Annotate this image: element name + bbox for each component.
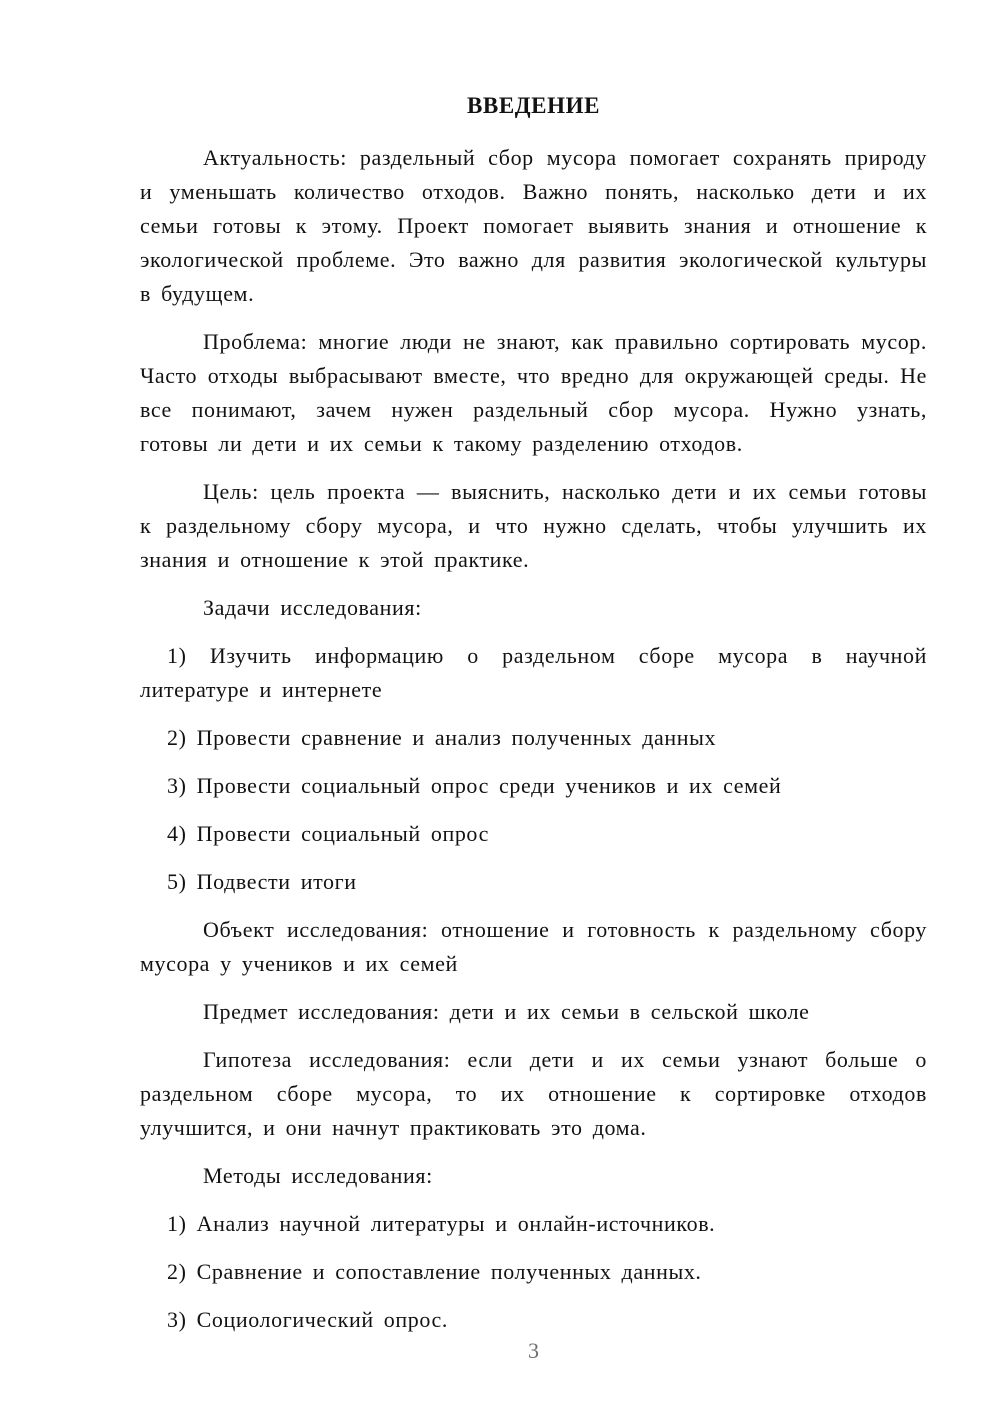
page-number: 3 <box>528 1338 539 1363</box>
methods-heading: Методы исследования: <box>203 1162 433 1188</box>
paragraph-relevance: Актуальность: раздельный сбор мусора помогает сохранять природу и уменьшать количество отходов. Важно понять, насколько дети и их семьи готовы к этому. Проект помогает выявить знания и отношение к экологической проблеме. Это важно для развития экологической культуры в будущем. <box>140 144 927 306</box>
paragraph-research-subject: Предмет исследования: дети и их семьи в сельской школе <box>203 998 810 1024</box>
task-item-4: 4) Провести социальный опрос <box>167 820 489 846</box>
method-item-2: 2) Сравнение и сопоставление полученных данных. <box>167 1258 702 1284</box>
task-item-3: 3) Провести социальный опрос среди учеников и их семей <box>167 772 782 798</box>
method-item-3: 3) Социологический опрос. <box>167 1306 448 1332</box>
paragraph-goal: Цель: цель проекта — выяснить, насколько дети и их семьи готовы к раздельному сбору мусора, и что нужно сделать, чтобы улучшить их знания и отношение к этой практике. <box>140 478 927 572</box>
task-item-1: 1) Изучить информацию о раздельном сборе мусора в научной литературе и интернете <box>140 642 927 702</box>
paragraph-research-object: Объект исследования: отношение и готовность к раздельному сбору мусора у учеников и их семей <box>140 916 927 976</box>
task-item-2: 2) Провести сравнение и анализ полученных данных <box>167 724 717 750</box>
task-item-5: 5) Подвести итоги <box>167 868 357 894</box>
method-item-1: 1) Анализ научной литературы и онлайн-источников. <box>167 1210 716 1236</box>
page-title: ВВЕДЕНИЕ <box>466 93 601 118</box>
paragraph-hypothesis: Гипотеза исследования: если дети и их семьи узнают больше о раздельном сборе мусора, то их отношение к сортировке отходов улучшится, и они начнут практиковать это дома. <box>140 1046 927 1140</box>
tasks-heading: Задачи исследования: <box>203 594 422 620</box>
paragraph-problem: Проблема: многие люди не знают, как правильно сортировать мусор. Часто отходы выбрасывают вместе, что вредно для окружающей среды. Не все понимают, зачем нужен раздельный сбор мусора. Нужно узнать, готовы ли дети и их семьи к такому разделению отходов. <box>140 328 927 456</box>
